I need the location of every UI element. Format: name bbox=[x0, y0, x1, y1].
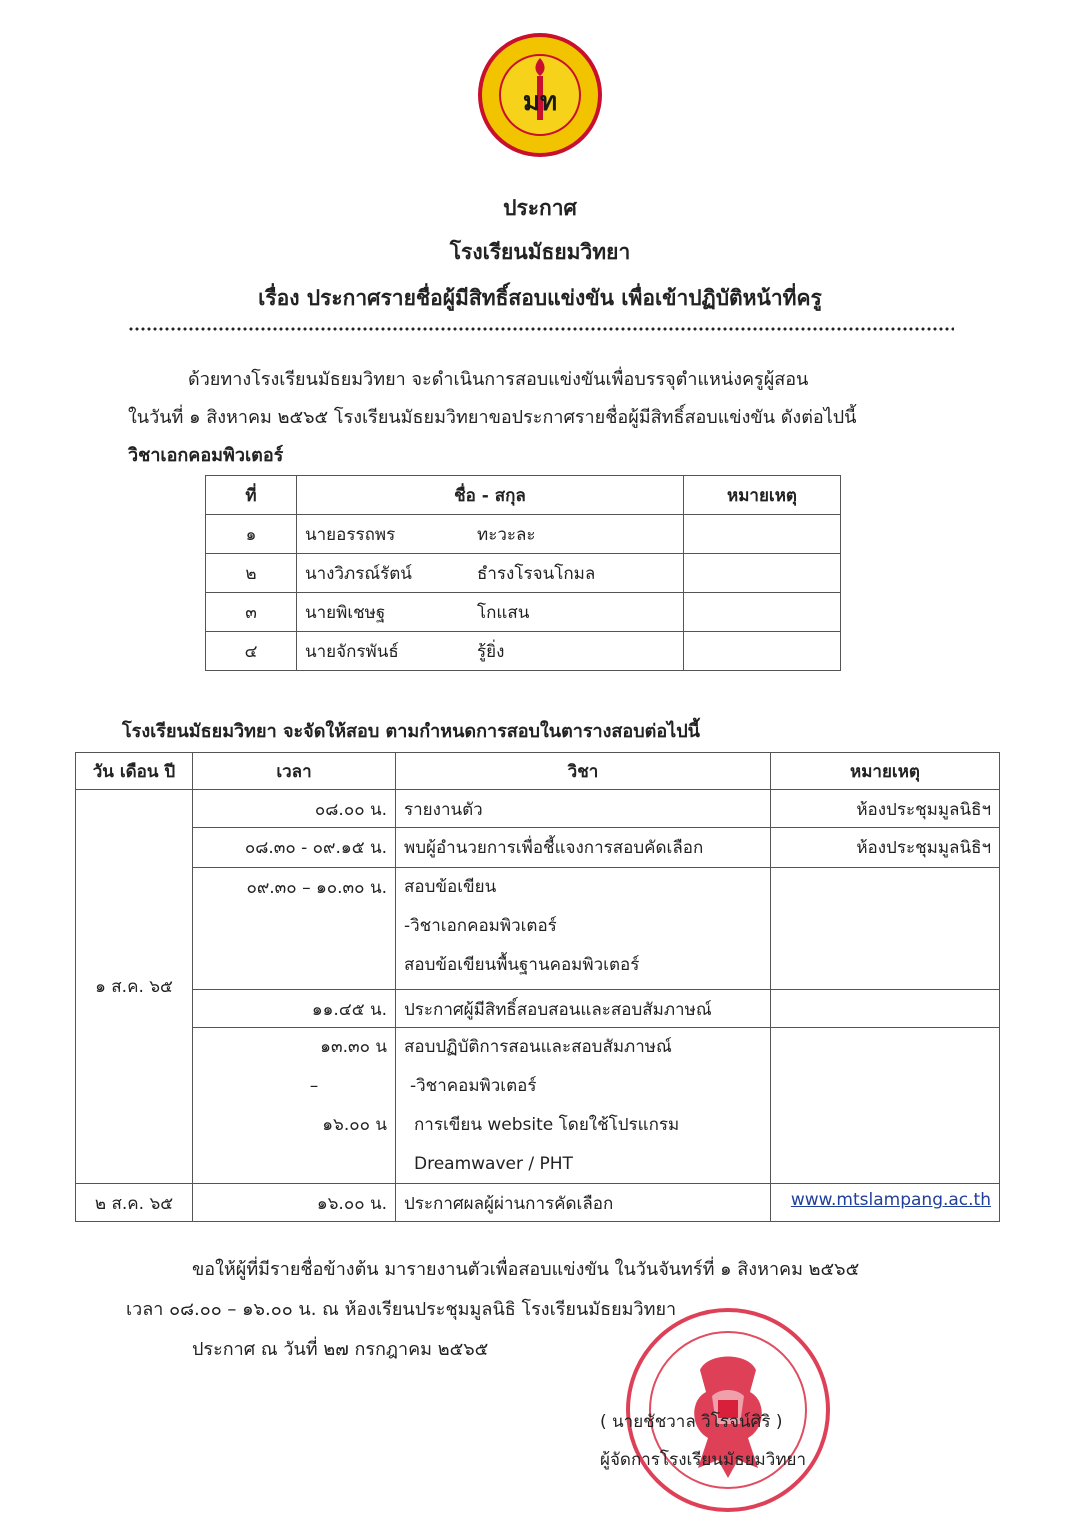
intro-line-1: ด้วยทางโรงเรียนมัธยมวิทยา จะดำเนินการสอบแข่งขันเพื่อบรรจุตำแหน่งครูผู้สอน bbox=[188, 369, 809, 390]
school-emblem-icon bbox=[475, 30, 605, 160]
subject-line: -วิชาคอมพิวเตอร์ bbox=[410, 1076, 537, 1096]
subject-line: สอบข้อเขียน bbox=[404, 877, 497, 897]
schedule-date-day1: ๑ ส.ค. ๖๕ bbox=[76, 790, 193, 1184]
subject-line: สอบข้อเขียนพื้นฐานคอมพิวเตอร์ bbox=[404, 955, 640, 975]
schedule-time: ๑๑.๔๕ น. bbox=[193, 990, 396, 1028]
col-header-subject: วิชา bbox=[396, 753, 771, 790]
table-row bbox=[76, 1184, 1000, 1222]
candidate-note bbox=[684, 593, 841, 632]
table-row bbox=[76, 990, 1000, 1028]
candidate-no: ๑ bbox=[206, 515, 297, 554]
closing-line-2: เวลา ๐๘.๐๐ – ๑๖.๐๐ น. ณ ห้องเรียนประชุมมูลนิธิ โรงเรียนมัธยมวิทยา bbox=[126, 1299, 677, 1320]
signatory-name: ( นายชัชวาล วิโรจน์ศิริ ) bbox=[600, 1412, 783, 1432]
candidate-name bbox=[297, 593, 684, 632]
time-line: ๑๖.๐๐ น bbox=[322, 1115, 387, 1135]
candidate-first-name: นายอรรถพร bbox=[305, 524, 396, 545]
closing-line-1: ขอให้ผู้ที่มีรายชื่อข้างต้น มารายงานตัวเพื่อสอบแข่งขัน ในวันจันทร์ที่ ๑ สิงหาคม ๒๕๖๕ bbox=[192, 1259, 860, 1280]
announcement-subject: เรื่อง ประกาศรายชื่อผู้มีสิทธิ์สอบแข่งขัน เพื่อเข้าปฏิบัติหน้าที่ครู bbox=[258, 286, 822, 310]
schedule-subject bbox=[396, 868, 771, 990]
candidate-name bbox=[297, 632, 684, 671]
schedule-note bbox=[771, 990, 1000, 1028]
col-header-no: ที่ bbox=[206, 476, 297, 515]
candidate-no: ๔ bbox=[206, 632, 297, 671]
schedule-note[interactable] bbox=[771, 1184, 1000, 1222]
table-row bbox=[76, 868, 1000, 990]
subject-line: -วิชาเอกคอมพิวเตอร์ bbox=[404, 916, 557, 936]
candidate-name bbox=[297, 515, 684, 554]
table-header-row bbox=[206, 476, 841, 515]
col-header-name: ชื่อ - สกุล bbox=[297, 476, 684, 515]
table-row bbox=[206, 593, 841, 632]
candidate-no: ๒ bbox=[206, 554, 297, 593]
schedule-time: ๐๙.๓๐ – ๑๐.๓๐ น. bbox=[193, 868, 396, 990]
school-name-heading: โรงเรียนมัธยมวิทยา bbox=[449, 240, 631, 264]
announcement-title: ประกาศ bbox=[503, 196, 577, 220]
schedule-subject: พบผู้อำนวยการเพื่อชี้แจงการสอบคัดเลือก bbox=[396, 828, 771, 868]
col-header-note: หมายเหตุ bbox=[684, 476, 841, 515]
candidate-first-name: นางวิภรณ์รัตน์ bbox=[305, 563, 412, 584]
candidate-last-name: ทะวะละ bbox=[477, 524, 536, 545]
table-row bbox=[206, 632, 841, 671]
table-row bbox=[76, 1028, 1000, 1184]
col-header-note: หมายเหตุ bbox=[771, 753, 1000, 790]
candidate-first-name: นายพิเชษฐ bbox=[305, 602, 386, 623]
subject-line: การเขียน website โดยใช้โปรแกรม bbox=[414, 1115, 680, 1135]
schedule-time: ๑๖.๐๐ น. bbox=[193, 1184, 396, 1222]
candidate-last-name: รู้ยิ่ง bbox=[477, 641, 505, 662]
schedule-table bbox=[75, 752, 1000, 1222]
schedule-note: ห้องประชุมมูลนิธิฯ bbox=[771, 828, 1000, 868]
schedule-time: ๐๘.๐๐ น. bbox=[193, 790, 396, 828]
candidate-note bbox=[684, 632, 841, 671]
candidate-no: ๓ bbox=[206, 593, 297, 632]
table-header-row bbox=[76, 753, 1000, 790]
table-row bbox=[76, 828, 1000, 868]
subject-line: สอบปฏิบัติการสอนและสอบสัมภาษณ์ bbox=[404, 1037, 672, 1057]
time-line: – bbox=[309, 1076, 319, 1096]
dotted-divider bbox=[128, 326, 954, 332]
schedule-note bbox=[771, 1028, 1000, 1184]
candidate-first-name: นายจักรพันธ์ bbox=[305, 641, 399, 662]
table-row bbox=[206, 515, 841, 554]
schedule-intro: โรงเรียนมัธยมวิทยา จะจัดให้สอบ ตามกำหนดการสอบในตารางสอบต่อไปนี้ bbox=[122, 721, 700, 742]
schedule-note: ห้องประชุมมูลนิธิฯ bbox=[771, 790, 1000, 828]
emblem-letters: มท bbox=[522, 87, 558, 117]
candidate-last-name: โกแสน bbox=[477, 602, 530, 623]
candidate-note bbox=[684, 515, 841, 554]
schedule-subject: ประกาศผู้มีสิทธิ์สอบสอนและสอบสัมภาษณ์ bbox=[396, 990, 771, 1028]
time-line: ๑๓.๓๐ น bbox=[320, 1037, 387, 1057]
schedule-subject: ประกาศผลผู้ผ่านการคัดเลือก bbox=[396, 1184, 771, 1222]
signatory-position: ผู้จัดการโรงเรียนมัธยมวิทยา bbox=[600, 1450, 807, 1470]
col-header-time: เวลา bbox=[193, 753, 396, 790]
schedule-time: ๐๘.๓๐ - ๐๙.๑๕ น. bbox=[193, 828, 396, 868]
candidates-table bbox=[205, 475, 841, 671]
schedule-note bbox=[771, 868, 1000, 990]
major-label: วิชาเอกคอมพิวเตอร์ bbox=[128, 445, 284, 466]
schedule-subject: รายงานตัว bbox=[396, 790, 771, 828]
schedule-time bbox=[193, 1028, 396, 1184]
candidate-note bbox=[684, 554, 841, 593]
intro-line-2: ในวันที่ ๑ สิงหาคม ๒๕๖๕ โรงเรียนมัธยมวิทยาขอประกาศรายชื่อผู้มีสิทธิ์สอบแข่งขัน ดังต่อไปนี้ bbox=[128, 407, 857, 428]
schedule-subject bbox=[396, 1028, 771, 1184]
col-header-date: วัน เดือน ปี bbox=[76, 753, 193, 790]
candidate-last-name: ธำรงโรจนโกมล bbox=[477, 563, 596, 584]
schedule-date-day2: ๒ ส.ค. ๖๕ bbox=[76, 1184, 193, 1222]
subject-line: Dreamwaver / PHT bbox=[414, 1154, 573, 1174]
table-row bbox=[76, 790, 1000, 828]
results-website-link[interactable]: www.mtslampang.ac.th bbox=[790, 1190, 991, 1210]
table-row bbox=[206, 554, 841, 593]
announcement-date: ประกาศ ณ วันที่ ๒๗ กรกฎาคม ๒๕๖๕ bbox=[192, 1339, 489, 1360]
candidate-name bbox=[297, 554, 684, 593]
